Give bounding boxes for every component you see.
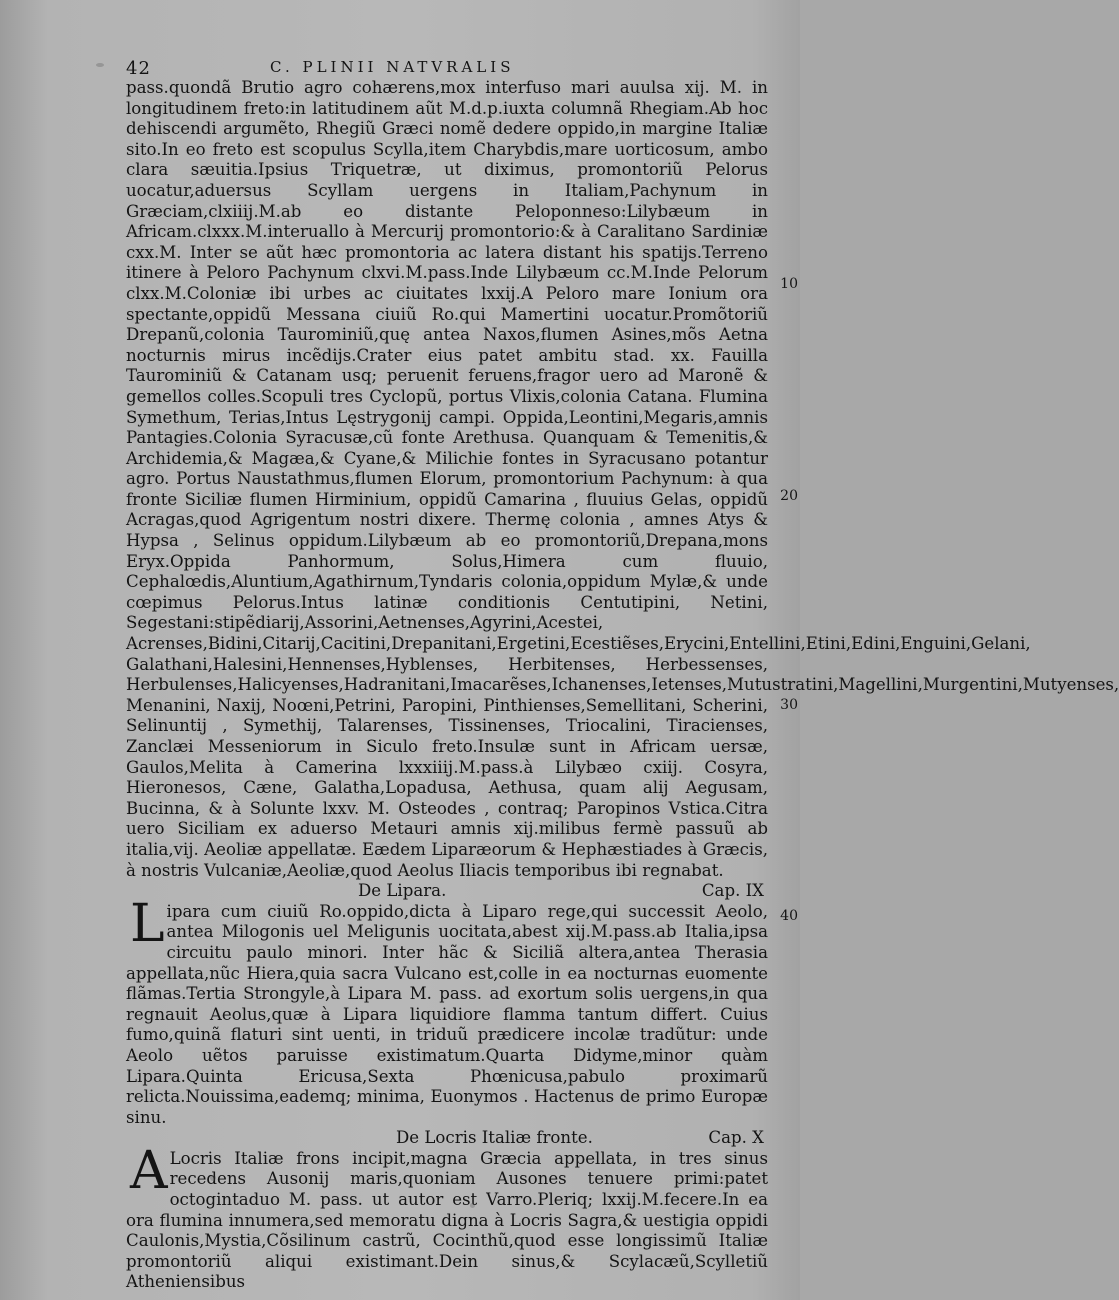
chapter-title: De Lipara. [358, 881, 447, 901]
paragraph-lipara-text: ipara cum ciuiũ Ro.oppido,dicta à Liparo rege,qui successit Aeolo, antea Milogonis uel Meligunis uocitata,abest xij.M.pass.ab Italia,ipsa circuitu paulo minori. Inter hãc & Siciliã altera,antea Therasia appellata,nũc Hiera,quia sacra Vulcano est,colle in ea nocturnas euomente flãmas.Tertia Strongyle,à Lipara M. pass. ad exortum solis uergens,in qua regnauit Aeolus,quæ à Lipara liquidiore flamma tantum differt. Cuius fumo,quinã flaturi sint uenti, in triduũ prædicere incolæ tradũtur: unde Aeolo uẽtos paruisse existimatum.Quarta Didyme,minor quàm Lipara.Quinta Ericusa,Sexta Phœnicusa,pabulo proximarũ relicta.Nouissima,eademq; minima, Euonymos . Hactenus de primo Europæ sinu. [126, 901, 768, 1127]
margin-line-number: 20 [780, 488, 798, 504]
paper-speck [96, 63, 104, 67]
margin-line-number: 10 [780, 276, 798, 292]
running-title: C. PLINII NATVRALIS [270, 58, 515, 76]
margin-line-number: 30 [780, 697, 798, 713]
chapter-number: Cap. X [708, 1128, 764, 1148]
paragraph-locris [126, 1140, 768, 1293]
paragraph-lipara [126, 893, 768, 1129]
chapter-heading-locris [126, 1128, 768, 1149]
paragraph-locris-text: Locris Italiæ frons incipit,magna Græcia appellata, in tres sinus recedens Ausonij maris,quoniam Ausones tenuere primi:patet octogintaduo M. pass. ut autor est Varro.Pleriq; lxxij.M.fecere.In ea ora flumina innumera,sed memoratu digna à Locris Sagra,& uestigia oppidi Caulonis,Mystia,Cõsilinum castrũ, Cocinthũ,quod esse longissimũ Italiæ promontoriũ aliqui existimant.Dein sinus,& Scylacæũ,Scylletiũ Atheniensibus [126, 1148, 768, 1292]
paper-speck [210, 1175, 216, 1181]
chapter-number: Cap. IX [701, 881, 764, 901]
drop-cap-letter: A [130, 1140, 168, 1201]
drop-cap-letter: L [130, 893, 165, 954]
chapter-title: De Locris Italiæ fronte. [396, 1128, 593, 1148]
margin-line-number: 40 [780, 908, 798, 924]
chapter-heading-lipara [126, 881, 768, 902]
paper-speck [470, 1203, 475, 1208]
paragraph-sicily: pass.quondã Brutio agro cohærens,mox interfuso mari auulsa xij. M. in longitudinem freto:in latitudinem aũt M.d.p.iuxta columnã Rhegiam.Ab hoc dehiscendi argumẽto, Rhegiũ Græci nomẽ dedere oppido,in margine Italiæ sito.In eo freto est scopulus Scylla,item Charybdis,mare uorticosum, ambo clara sæuitia.Ipsius Triquetræ, ut diximus, promontoriũ Pelorus uocatur,aduersus Scyllam uergens in Italiam,Pachynum in Græciam,clxiiij.M.ab eo distante Peloponneso:Lilybæum in Africam.clxxx.M.interuallo à Mercurij promontorio:& à Caralitano Sardiniæ cxx.M. Inter se aũt hæc promontoria ac latera distant his spatijs.Terreno itinere à Peloro Pachynum clxvi.M.pass.Inde Lilybæum cc.M.Inde Pelorum clxx.M.Coloniæ ibi urbes ac ciuitates lxxij.A Peloro mare Ionium ora spectante,oppidũ Messana ciuiũ Ro.qui Mamertini uocatur.Promõtoriũ Drepanũ,colonia Taurominiũ,quę antea Naxos,flumen Asines,mõs Aetna nocturnis mirus incẽdijs.Crater eius patet ambitu stad. xx. Fauilla Taurominiũ & Catanam usq; peruenit feruens,fragor uero ad Maronẽ & gemellos colles.Scopuli tres Cyclopũ, portus Vlixis,colonia Catana. Flumina Symethum, Terias,Intus Lęstrygonij campi. Oppida,Leontini,Megaris,amnis Pantagies.Colonia Syracusæ,cũ fonte Arethusa. Quanquam & Temenitis,& Archidemia,& Magæa,& Cyane,& Milichie fontes in Syracusano potantur agro. Portus Naustathmus,flumen Elorum, promontorium Pachynum: à qua fronte Siciliæ flumen Hirminium, oppidũ Camarina , fluuius Gelas, oppidũ Acragas,quod Agrigentum nostri dixere. Thermę colonia , amnes Atys & Hypsa , Selinus oppidum.Lilybæum ab eo promontoriũ,Drepana,mons Eryx.Oppida Panhormum, Solus,Himera cum fluuio, Cephalœdis,Aluntium,Agathirnum,Tyndaris colonia,oppidum Mylæ,& unde cœpimus Pelorus.Intus latinæ conditionis Centutipini, Netini, Segestani:stipẽdiarij,Assorini,Aetnenses,Agyrini,Acestei, Acrenses,Bidini,Citarij,Cacitini,Drepanitani,Ergetini,Ecestiẽses,Erycini,Entellini,Etini,Edini,Enguini,Gelani, Galathani,Halesini,Hennenses,Hyblenses, Herbitenses, Herbessenses, Herbulenses,Halicyenses,Hadranitani,Imacarẽses,Ichanenses,Ietenses,Mutustratini,Magellini,Murgentini,Mutyenses, Menanini, Naxij, Noœni,Petrini, Paropini, Pinthienses,Semellitani, Scherini, Selinuntij , Symethij, Talarenses, Tissinenses, Triocalini, Tiracienses, Zanclæi Messeniorum in Siculo freto.Insulæ sunt in Africam uersæ, Gaulos,Melita à Camerina lxxxiiij.M.pass.à Lilybæo cxiij. Cosyra, Hieronesos, Cæne, Galatha,Lopadusa, Aethusa, quam alij Aegusam, Bucinna, & à Solunte lxxv. M. Osteodes , contraq; Paropinos Vstica.Citra uero Siciliam ex aduerso Metauri amnis xij.milibus fermè passuũ ab italia,vij. Aeoliæ appellatæ. Eædem Liparæorum & Hephæstiades à Græcis, à nostris Vulcaniæ,Aeoliæ,quod Aeolus Iliacis temporibus ibi regnabat. [126, 78, 1119, 880]
page-number: 42 [126, 58, 151, 79]
